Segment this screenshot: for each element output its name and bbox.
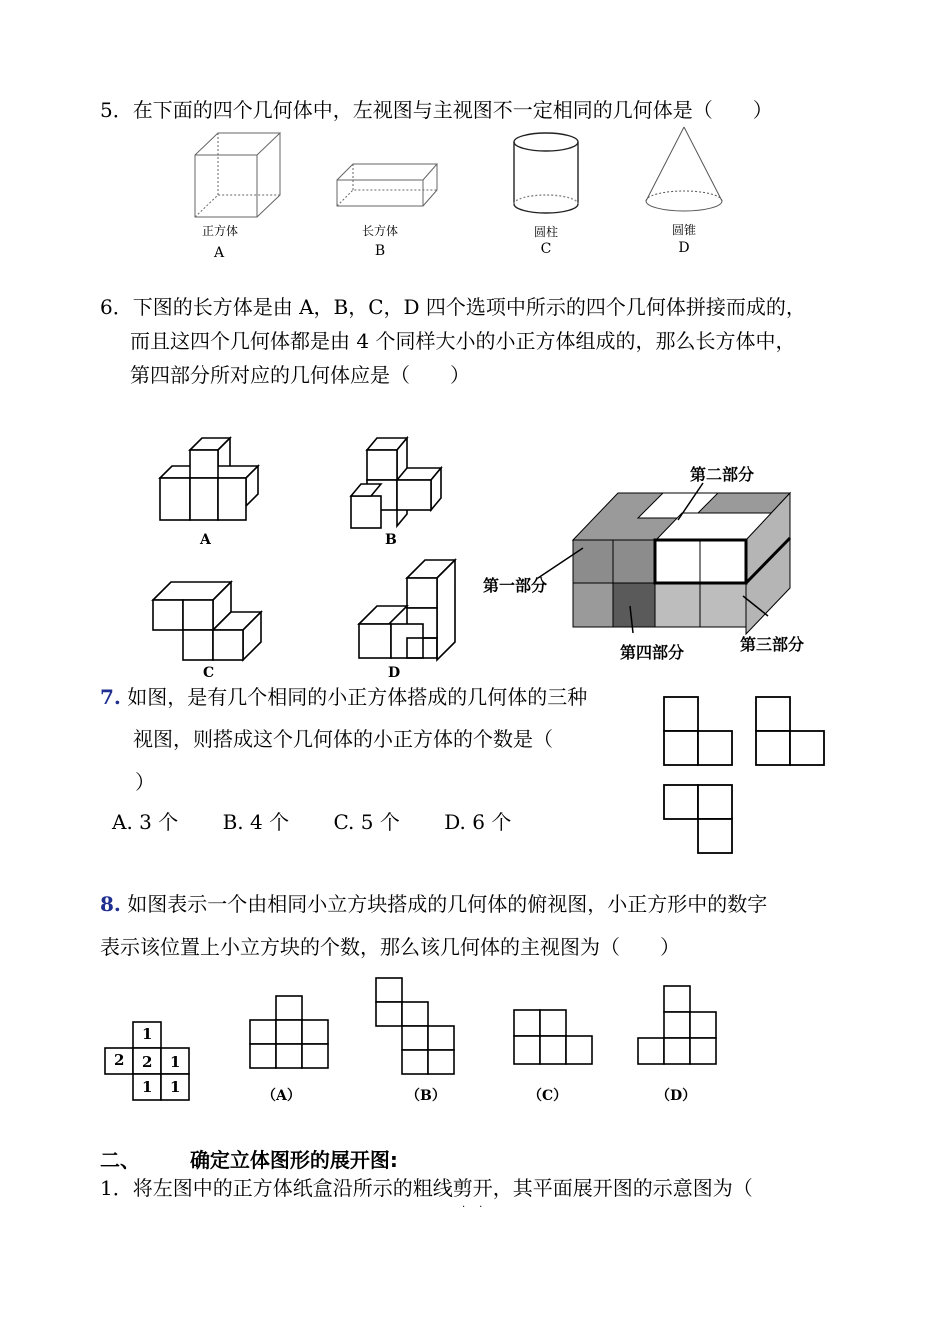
- q8-top-view: [103, 1020, 193, 1105]
- q7-line-3: ）: [135, 770, 155, 794]
- q7-options: [112, 810, 549, 834]
- q8-number: 8.: [100, 892, 121, 916]
- emphasis-dots: ..: [462, 1199, 497, 1210]
- q5-text: 5．在下面的四个几何体中，左视图与主视图不一定相同的几何体是（ ）: [100, 98, 773, 122]
- q6-cuboid-figure: [568, 488, 798, 638]
- q8-cell-number: 2: [142, 1053, 153, 1071]
- q6-part-label: 第一部分: [483, 576, 548, 595]
- q7-option: B. 4 个: [222, 810, 290, 834]
- q5-shape-letter: D: [678, 240, 690, 256]
- q6-option-b-figure: [345, 436, 455, 536]
- q7-number: 7.: [100, 685, 121, 709]
- q7-text-1: 如图，是有几个相同的小正方体搭成的几何体的三种: [127, 685, 588, 709]
- q6-line-2: 而且这四个几何体都是由 4 个同样大小的小正方体组成的，那么长方体中，: [130, 329, 796, 353]
- section-heading: [100, 1148, 398, 1172]
- q8-cell-number: 1: [170, 1053, 181, 1071]
- section-heading-text: 确定立体图形的展开图:: [189, 1148, 398, 1172]
- q5-shape-name: 长方体: [361, 224, 398, 238]
- q6-option-label: A: [200, 532, 211, 548]
- q6-option-label: D: [388, 665, 401, 681]
- q8-cell-number: 1: [142, 1025, 153, 1043]
- q8-line-2: 表示该位置上小立方块的个数，那么该几何体的主视图为（ ）: [100, 935, 680, 959]
- q6-part-label: 第二部分: [690, 465, 755, 484]
- q6-line-3: 第四部分所对应的几何体应是（ ）: [130, 363, 470, 387]
- q7-three-views: [660, 695, 830, 855]
- q7-line-2: 视图，则搭成这个几何体的小正方体的个数是（: [133, 727, 553, 751]
- cuboid-icon: [335, 160, 440, 210]
- q8-option-d-figure: [636, 984, 720, 1068]
- cube-icon: [190, 130, 290, 225]
- q6-option-c-figure: [148, 578, 268, 668]
- q7-option: A. 3 个: [112, 810, 179, 834]
- q6-option-label: C: [203, 665, 215, 681]
- section-heading-number: 二、: [100, 1148, 140, 1172]
- q5-shape-letter: A: [213, 245, 225, 261]
- q5-shape-name: 圆锥: [671, 223, 696, 237]
- q8-cell-number: 1: [142, 1078, 153, 1096]
- q8-option-b-figure: [374, 976, 464, 1084]
- q5-shape-letter: C: [540, 241, 552, 257]
- q6-part-label: 第三部分: [740, 635, 805, 654]
- q7-line-1: [100, 685, 587, 709]
- q8-cell-number: 1: [170, 1078, 181, 1096]
- q8-option-c-figure: [512, 1008, 596, 1068]
- section2-q1-text: 1．将左图中的正方体纸盒沿所示的粗线剪开，其平面展开图的示意图为（: [100, 1176, 753, 1200]
- q8-option-label: （C）: [528, 1088, 568, 1104]
- q6-part-label: 第四部分: [620, 643, 685, 662]
- q6-option-label: B: [385, 532, 397, 548]
- q8-option-label: （D）: [656, 1088, 697, 1104]
- q6-line-1: 6．下图的长方体是由 A，B，C，D 四个选项中所示的四个几何体拼接而成的，: [100, 295, 806, 319]
- q8-line-1: [100, 892, 767, 916]
- cylinder-icon: [510, 130, 585, 220]
- q8-cell-number: 2: [114, 1051, 125, 1069]
- q8-text-1: 如图表示一个由相同小立方块搭成的几何体的俯视图，小正方形中的数字: [127, 892, 768, 916]
- q6-option-a-figure: [155, 440, 265, 525]
- q8-option-label: （B）: [406, 1088, 446, 1104]
- q7-option: C. 5 个: [333, 810, 400, 834]
- q8-option-a-figure: [248, 994, 332, 1074]
- q7-option: D. 6 个: [444, 810, 512, 834]
- cone-icon: [640, 125, 730, 220]
- q5-shape-name: 圆柱: [533, 225, 558, 239]
- q5-shape-name: 正方体: [201, 224, 238, 238]
- q6-option-d-figure: [355, 558, 465, 663]
- q5-shape-letter: B: [374, 243, 386, 259]
- q8-option-label: （A）: [262, 1088, 301, 1104]
